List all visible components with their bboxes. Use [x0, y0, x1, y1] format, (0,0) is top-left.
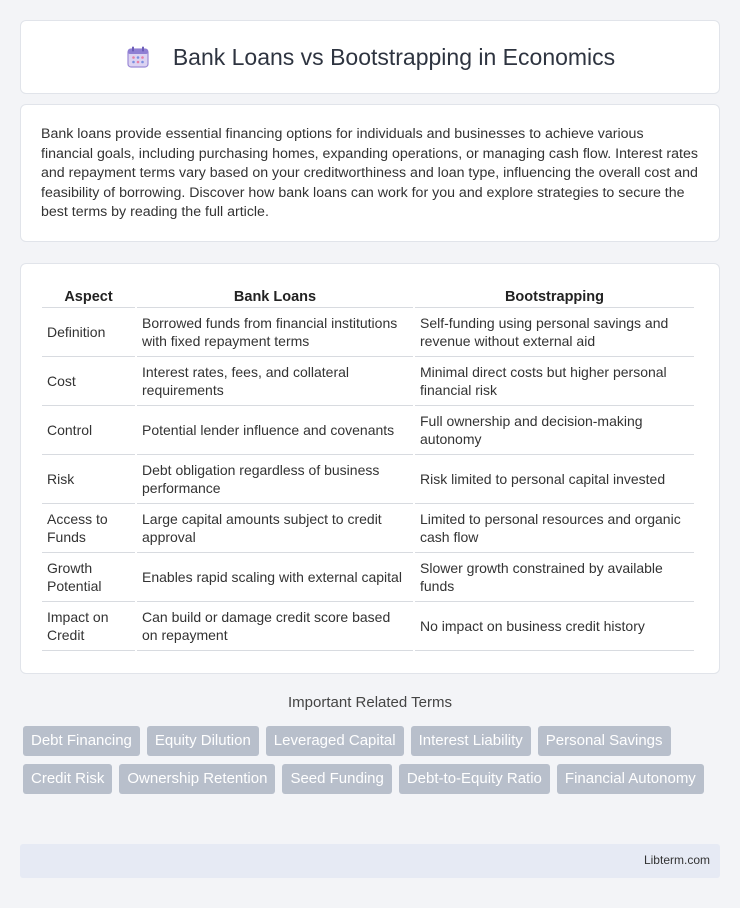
table-row [42, 553, 694, 602]
cell-aspect: Access to Funds [42, 504, 135, 553]
cell-bank-loans: Can build or damage credit score based on repayment [137, 602, 413, 651]
tag-debt-to-equity-ratio[interactable]: Debt-to-Equity Ratio [399, 764, 550, 794]
tag-financial-autonomy[interactable]: Financial Autonomy [557, 764, 704, 794]
cell-bank-loans: Borrowed funds from financial institutions with fixed repayment terms [137, 308, 413, 357]
cell-bootstrapping: Minimal direct costs but higher personal financial risk [415, 357, 694, 406]
cell-bootstrapping: Risk limited to personal capital invested [415, 455, 694, 504]
calendar-icon [125, 44, 151, 70]
table-row [42, 455, 694, 504]
cell-bootstrapping: Slower growth constrained by available funds [415, 553, 694, 602]
header-aspect: Aspect [42, 284, 135, 308]
intro-text: Bank loans provide essential financing options for individuals and businesses to achieve various financial goals, including purchasing homes, expanding operations, or managing cash flow. Interest rates and repayment terms vary based on your creditworthiness and loan type, influencing the overall cost and feasibility of borrowing. Discover how bank loans can work for you and explore strategies to secure the best terms by reading the full article. [41, 126, 698, 221]
comparison-table [40, 284, 696, 651]
cell-bootstrapping: Full ownership and decision-making autonomy [415, 406, 694, 455]
cell-bootstrapping: Limited to personal resources and organic cash flow [415, 504, 694, 553]
cell-bank-loans: Enables rapid scaling with external capital [137, 553, 413, 602]
related-terms-title: Important Related Terms [288, 694, 452, 711]
related-terms-list [23, 726, 713, 794]
tag-seed-funding[interactable]: Seed Funding [282, 764, 391, 794]
cell-bank-loans: Debt obligation regardless of business performance [137, 455, 413, 504]
cell-bootstrapping: Self-funding using personal savings and revenue without external aid [415, 308, 694, 357]
tag-interest-liability[interactable]: Interest Liability [411, 726, 531, 756]
intro-card [20, 104, 720, 242]
header-bank-loans: Bank Loans [137, 284, 413, 308]
table-row [42, 602, 694, 651]
table-row [42, 406, 694, 455]
cell-bootstrapping: No impact on business credit history [415, 602, 694, 651]
cell-aspect: Risk [42, 455, 135, 504]
cell-bank-loans: Potential lender influence and covenants [137, 406, 413, 455]
footer-brand[interactable]: Libterm.com [643, 853, 710, 867]
title-card [20, 20, 720, 94]
cell-bank-loans: Interest rates, fees, and collateral requirements [137, 357, 413, 406]
cell-aspect: Growth Potential [42, 553, 135, 602]
tag-ownership-retention[interactable]: Ownership Retention [119, 764, 275, 794]
cell-aspect: Control [42, 406, 135, 455]
table-row [42, 504, 694, 553]
tag-leveraged-capital[interactable]: Leveraged Capital [266, 726, 404, 756]
comparison-card [20, 263, 720, 674]
page-title: Bank Loans vs Bootstrapping in Economics [172, 43, 616, 70]
tag-equity-dilution[interactable]: Equity Dilution [147, 726, 259, 756]
header-bootstrapping: Bootstrapping [415, 284, 694, 308]
tag-credit-risk[interactable]: Credit Risk [23, 764, 112, 794]
table-header-row [42, 284, 694, 308]
cell-aspect: Definition [42, 308, 135, 357]
table-row [42, 308, 694, 357]
tag-debt-financing[interactable]: Debt Financing [23, 726, 140, 756]
tag-personal-savings[interactable]: Personal Savings [538, 726, 671, 756]
cell-aspect: Impact on Credit [42, 602, 135, 651]
cell-aspect: Cost [42, 357, 135, 406]
table-row [42, 357, 694, 406]
footer [20, 844, 720, 878]
cell-bank-loans: Large capital amounts subject to credit approval [137, 504, 413, 553]
